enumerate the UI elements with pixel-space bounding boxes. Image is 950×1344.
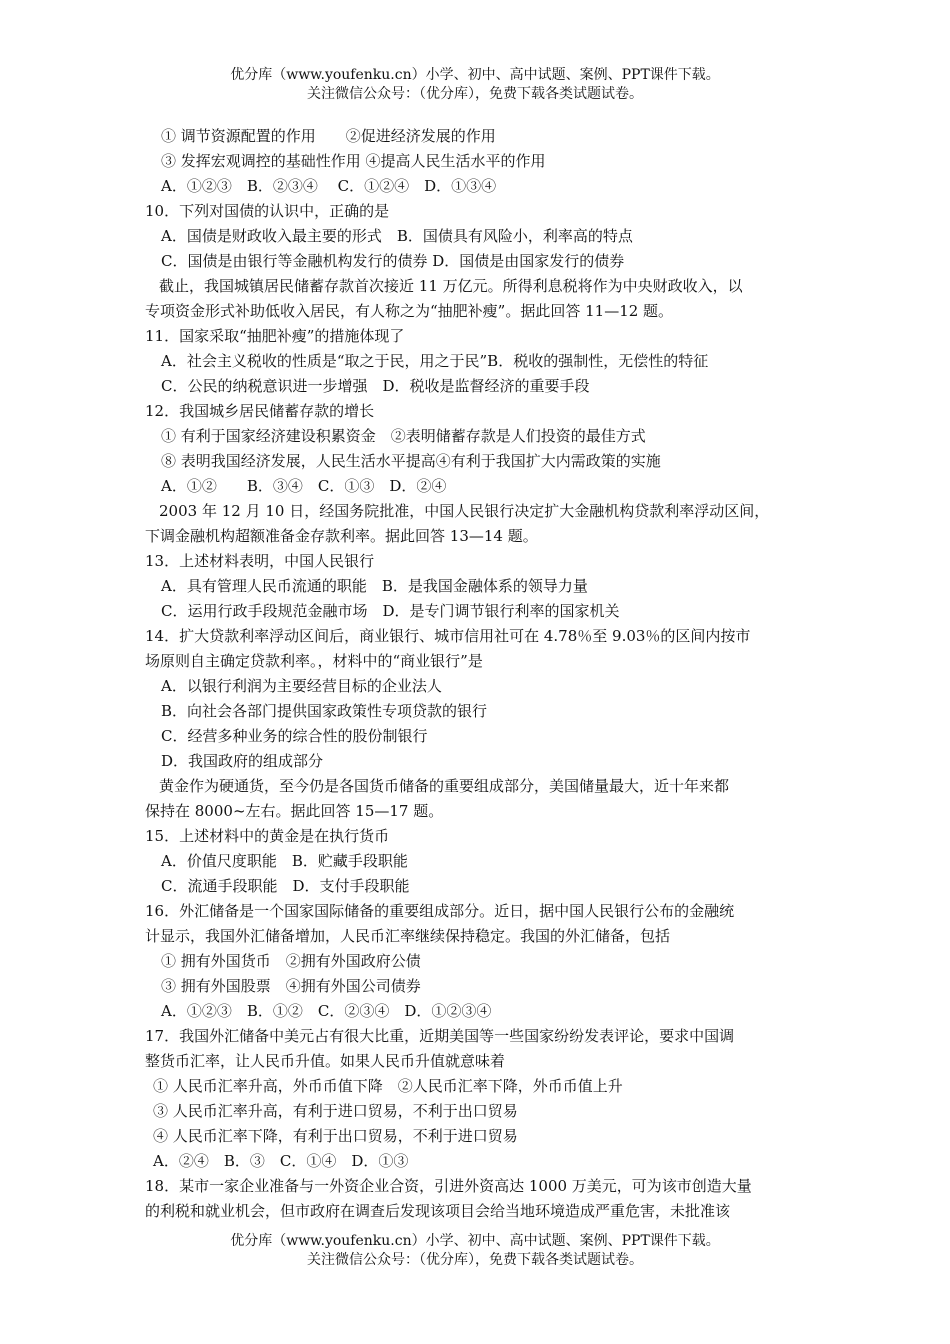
text-line: ③ 发挥宏观调控的基础性作用 ④提高人民生活水平的作用 (161, 152, 546, 170)
text-line: 专项资金形式补助低收入居民，有人称之为“抽肥补瘦”。据此回答 11—12 题。 (145, 302, 674, 320)
text-line: ① 调节资源配置的作用 ②促进经济发展的作用 (161, 127, 496, 145)
header-line-1: 优分库（www.youfenku.cn）小学、初中、高中试题、案例、PPT课件下载。 (230, 67, 720, 83)
text-line: 10．下列对国债的认识中，正确的是 (145, 202, 390, 220)
text-line: 2003 年 12 月 10 日，经国务院批准，中国人民银行决定扩大金融机构贷款利率浮动区间， (159, 502, 770, 520)
text-line: 15．上述材料中的黄金是在执行货币 (145, 827, 390, 845)
text-line: ① 人民币汇率升高，外币币值下降 ②人民币汇率下降，外币币值上升 (153, 1077, 623, 1095)
text-line: ③ 拥有外国股票 ④拥有外国公司债券 (161, 977, 421, 995)
text-line: 17．我国外汇储备中美元占有很大比重，近期美国等一些国家纷纷发表评论，要求中国调 (145, 1027, 735, 1045)
text-line: 下调金融机构超额准备金存款利率。据此回答 13—14 题。 (145, 527, 538, 545)
text-line: 14．扩大贷款利率浮动区间后，商业银行、城市信用社可在 4.78％至 9.03％的区间内按市 (145, 627, 751, 645)
page-header (0, 66, 950, 104)
text-line: 11．国家采取“抽肥补瘦”的措施体现了 (145, 327, 405, 345)
text-line: A．①② B．③④ C．①③ D．②④ (161, 477, 447, 495)
text-line: 16．外汇储备是一个国家国际储备的重要组成部分。近日，据中国人民银行公布的金融统 (145, 902, 735, 920)
text-line: A．价值尺度职能 B．贮藏手段职能 (161, 852, 408, 870)
text-line: 12．我国城乡居民储蓄存款的增长 (145, 402, 375, 420)
header-line-2: 关注微信公众号：（优分库），免费下载各类试题试卷。 (307, 86, 643, 102)
text-line: C．公民的纳税意识进一步增强 D．税收是监督经济的重要手段 (161, 377, 590, 395)
page-footer (0, 1232, 950, 1270)
text-line: D．我国政府的组成部分 (161, 752, 324, 770)
text-line: C．运用行政手段规范金融市场 D．是专门调节银行利率的国家机关 (161, 602, 620, 620)
text-line: 场原则自主确定贷款利率。，材料中的“商业银行”是 (145, 652, 483, 670)
text-line: 保持在 8000~左右。据此回答 15—17 题。 (145, 802, 444, 820)
text-line: 13．上述材料表明，中国人民银行 (145, 552, 375, 570)
text-line: ④ 人民币汇率下降，有利于出口贸易，不利于进口贸易 (153, 1127, 518, 1145)
text-line: A．①②③ B．②③④ C．①②④ D．①③④ (161, 177, 497, 195)
text-line: ⑧ 表明我国经济发展，人民生活水平提高④有利于我国扩大内需政策的实施 (161, 452, 661, 470)
text-line: 截止，我国城镇居民储蓄存款首次接近 11 万亿元。所得利息税将作为中央财政收入，以 (159, 277, 743, 295)
text-line: A．①②③ B．①② C．②③④ D．①②③④ (161, 1002, 492, 1020)
text-line: 计显示，我国外汇储备增加，人民币汇率继续保持稳定。我国的外汇储备，包括 (145, 927, 671, 945)
text-line: ① 拥有外国货币 ②拥有外国政府公债 (161, 952, 421, 970)
text-line: A．国债是财政收入最主要的形式 B．国债具有风险小，利率高的特点 (161, 227, 633, 245)
text-line: A．具有管理人民币流通的职能 B．是我国金融体系的领导力量 (161, 577, 588, 595)
text-line: 黄金作为硬通货，至今仍是各国货币储备的重要组成部分，美国储量最大，近十年来都 (159, 777, 730, 795)
text-line: A．以银行利润为主要经营目标的企业法人 (161, 677, 442, 695)
text-line: 整货币汇率，让人民币升值。如果人民币升值就意味着 (145, 1052, 506, 1070)
footer-line-2: 关注微信公众号：（优分库），免费下载各类试题试卷。 (307, 1252, 643, 1268)
text-line: ③ 人民币汇率升高，有利于进口贸易，不利于出口贸易 (153, 1102, 518, 1120)
footer-line-1: 优分库（www.youfenku.cn）小学、初中、高中试题、案例、PPT课件下载。 (230, 1233, 720, 1249)
text-line: C．流通手段职能 D．支付手段职能 (161, 877, 410, 895)
text-line: 的利税和就业机会，但市政府在调查后发现该项目会给当地环境造成严重危害，未批准该 (145, 1202, 731, 1220)
text-line: ① 有利于国家经济建设积累资金 ②表明储蓄存款是人们投资的最佳方式 (161, 427, 646, 445)
text-line: 18．某市一家企业准备与一外资企业合资，引进外资高达 1000 万美元，可为该市创造大量 (145, 1177, 752, 1195)
text-line: B．向社会各部门提供国家政策性专项贷款的银行 (161, 702, 488, 720)
document-body (145, 124, 815, 1224)
text-line: C．国债是由银行等金融机构发行的债券 D．国债是由国家发行的债券 (161, 252, 625, 270)
text-line: C．经营多种业务的综合性的股份制银行 (161, 727, 428, 745)
text-line: A．②④ B．③ C．①④ D．①③ (153, 1152, 409, 1170)
text-line: A．社会主义税收的性质是“取之于民，用之于民”B．税收的强制性，无偿性的特征 (161, 352, 709, 370)
